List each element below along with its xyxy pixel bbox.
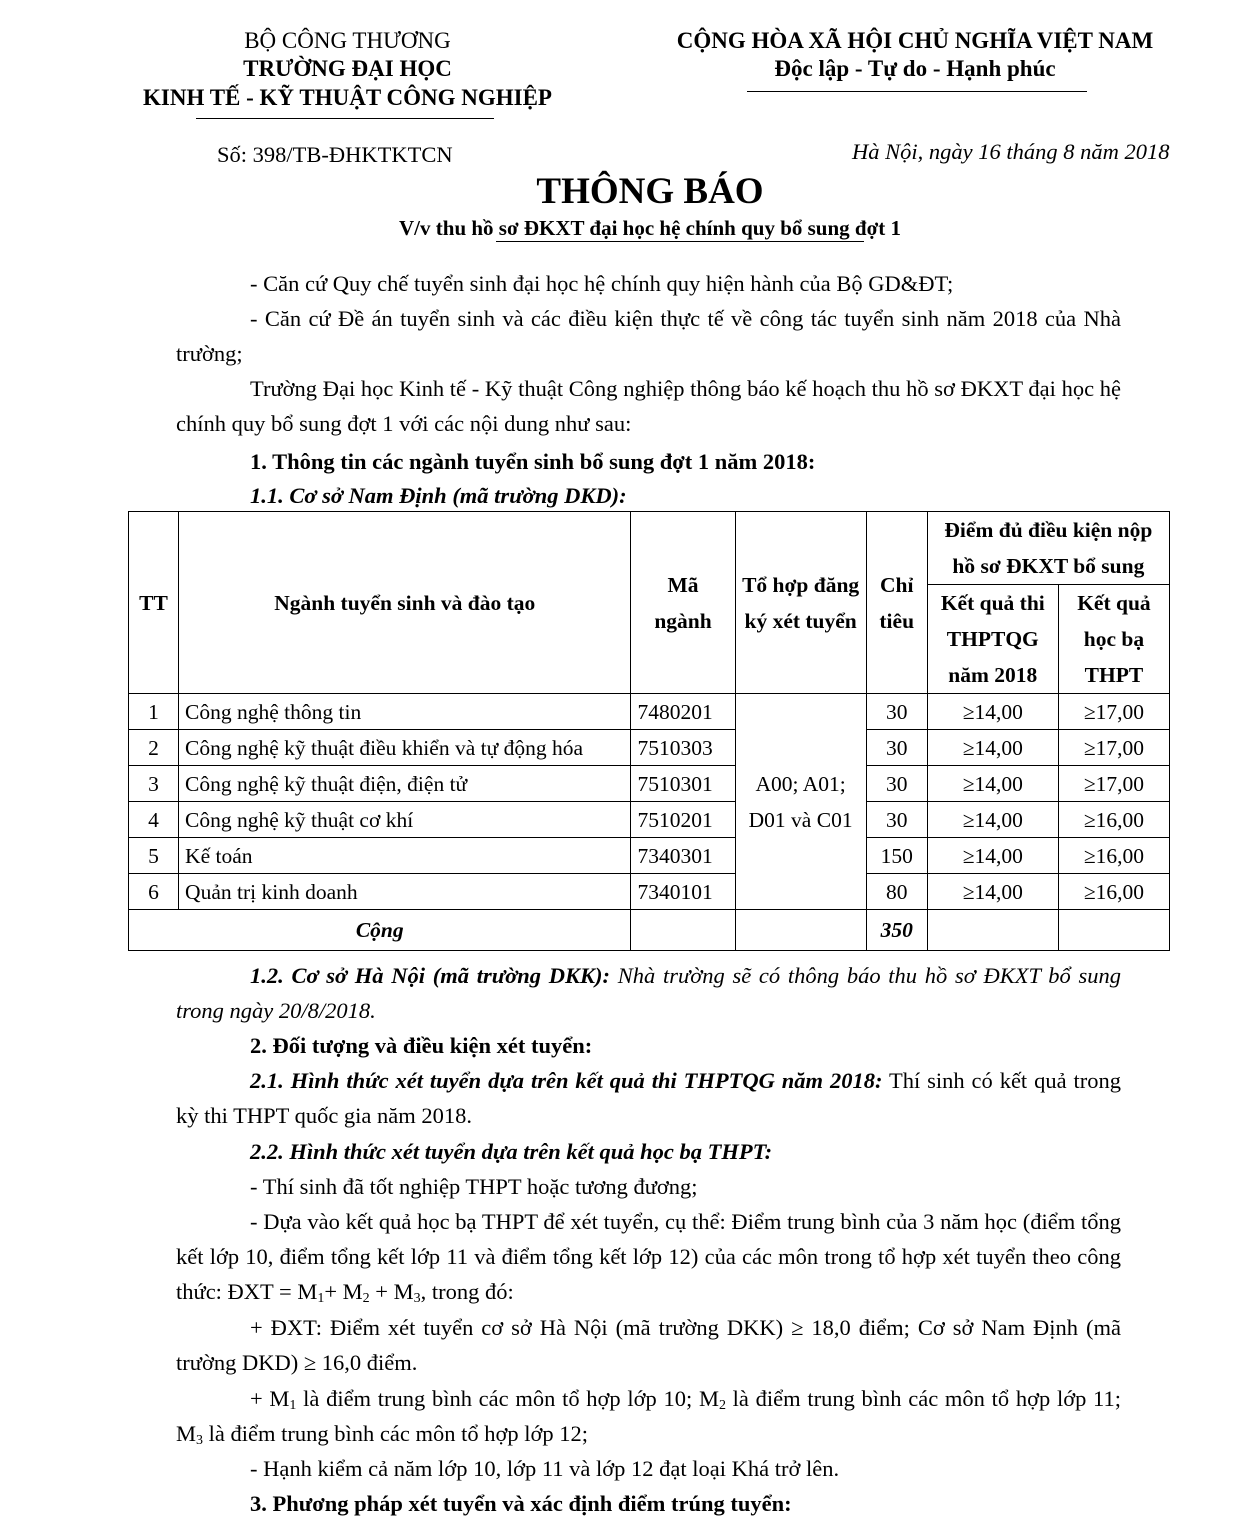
row-record-score: ≥16,00: [1058, 802, 1169, 838]
row-code: 7510303: [631, 730, 735, 766]
row-exam-score: ≥14,00: [927, 730, 1058, 766]
formula-plus-2: + M: [369, 1279, 414, 1304]
school-name-line2: KINH TẾ - KỸ THUẬT CÔNG NGHIỆP: [143, 85, 552, 110]
row-quota: 30: [866, 730, 927, 766]
section-3-heading: 3. Phương pháp xét tuyển và xác định điểm trúng tuyển:: [250, 1491, 792, 1516]
row-major: Công nghệ kỹ thuật điều khiển và tự động hóa: [179, 730, 631, 766]
row-tt: 1: [129, 694, 179, 730]
row-tt: 4: [129, 802, 179, 838]
section-2-1-label: 2.1. Hình thức xét tuyển dựa trên kết quả thi THPTQG năm 2018:: [250, 1068, 883, 1093]
section-2-1-paragraph: [176, 1063, 1121, 1133]
intro-basis-1: - Căn cứ Quy chế tuyển sinh đại học hệ chính quy hiện hành của Bộ GD&ĐT;: [250, 271, 954, 296]
school-name-line1: TRƯỜNG ĐẠI HỌC: [243, 56, 452, 81]
document-subtitle: V/v thu hồ sơ ĐKXT đại học hệ chính quy bổ sung đợt 1: [399, 216, 901, 240]
row-record-score: ≥16,00: [1058, 874, 1169, 910]
header-record-score: Kết quả học bạ THPT: [1058, 585, 1169, 694]
section-2-1-text: Thí sinh có kết quả trong kỳ thi THPT quốc gia năm 2018.: [176, 1068, 1121, 1128]
header-exam-score: Kết quả thi THPTQG năm 2018: [927, 585, 1058, 694]
table-total-row: [129, 910, 1170, 951]
row-tt: 6: [129, 874, 179, 910]
section-1-heading: 1. Thông tin các ngành tuyển sinh bổ sung đợt 1 năm 2018:: [250, 449, 816, 474]
row-record-score: ≥16,00: [1058, 838, 1169, 874]
section-1-1-heading: 1.1. Cơ sở Nam Định (mã trường DKD):: [250, 483, 627, 508]
formula-sub-3: 3: [413, 1291, 421, 1306]
header-right-divider: [747, 91, 1087, 92]
ministry-name: BỘ CÔNG THƯƠNG: [244, 28, 451, 53]
m-def-a: + M: [250, 1386, 290, 1411]
admission-table: [128, 511, 1170, 951]
total-empty-cell: [735, 910, 866, 951]
formula-sub-2: 2: [362, 1291, 370, 1306]
formula-intro: - Dựa vào kết quả học bạ THPT để xét tuyển, cụ thể: Điểm trung bình của 3 năm học (điểm tổng kết lớp 10, điểm tổng kết lớp 11 và điểm tổng kết lớp 12) của các môn trong tổ hợp xét tuyển theo công thức: ĐXT = M: [176, 1209, 1121, 1304]
document-date: Hà Nội, ngày 16 tháng 8 năm 2018: [852, 139, 1170, 164]
total-label: Cộng: [129, 910, 631, 951]
m-sub-1: 1: [289, 1398, 297, 1413]
header-tt: TT: [129, 512, 179, 694]
row-code: 7340301: [631, 838, 735, 874]
total-empty-cell: [1058, 910, 1169, 951]
m-sub-3: 3: [196, 1433, 204, 1448]
section-2-2-bullet-2: [176, 1204, 1121, 1309]
m-def-d: là điểm trung bình các môn tổ hợp lớp 12;: [203, 1421, 588, 1446]
row-exam-score: ≥14,00: [927, 838, 1058, 874]
row-record-score: ≥17,00: [1058, 730, 1169, 766]
m-sub-2: 2: [718, 1398, 726, 1413]
national-motto: Độc lập - Tự do - Hạnh phúc: [774, 56, 1056, 81]
table-row: [129, 874, 1170, 910]
header-major: Ngành tuyển sinh và đào tạo: [179, 512, 631, 694]
header-quota: Chỉ tiêu: [866, 512, 927, 694]
table-row: [129, 802, 1170, 838]
total-quota: 350: [866, 910, 927, 951]
row-tt: 5: [129, 838, 179, 874]
row-tt: 2: [129, 730, 179, 766]
row-exam-score: ≥14,00: [927, 802, 1058, 838]
row-major: Kế toán: [179, 838, 631, 874]
row-exam-score: ≥14,00: [927, 766, 1058, 802]
table-row: [129, 766, 1170, 802]
row-record-score: ≥17,00: [1058, 766, 1169, 802]
section-1-2-label: 1.2. Cơ sở Hà Nội (mã trường DKK):: [250, 963, 610, 988]
row-major: Quản trị kinh doanh: [179, 874, 631, 910]
table-row: [129, 694, 1170, 730]
section-2-2-bullet-3: + ĐXT: Điểm xét tuyển cơ sở Hà Nội (mã trường DKK) ≥ 18,0 điểm; Cơ sở Nam Định (mã trường DKD) ≥ 16,0 điểm.: [176, 1315, 1121, 1375]
total-empty-cell: [631, 910, 735, 951]
row-major: Công nghệ thông tin: [179, 694, 631, 730]
header-left-divider: [196, 118, 494, 119]
total-empty-cell: [927, 910, 1058, 951]
section-2-2-bullet-1: - Thí sinh đã tốt nghiệp THPT hoặc tương đương;: [250, 1174, 698, 1199]
row-quota: 150: [866, 838, 927, 874]
row-record-score: ≥17,00: [1058, 694, 1169, 730]
formula-plus-1: + M: [324, 1279, 363, 1304]
section-2-2-heading: 2.2. Hình thức xét tuyển dựa trên kết quả học bạ THPT:: [250, 1139, 773, 1164]
subtitle-underline: [496, 241, 864, 242]
m-def-c: là điểm trung bình các môn tổ hợp lớp 11; M: [176, 1386, 1121, 1446]
row-code: 7510201: [631, 802, 735, 838]
formula-end: , trong đó:: [420, 1279, 514, 1304]
section-2-2-bullet-5: - Hạnh kiểm cả năm lớp 10, lớp 11 và lớp 12 đạt loại Khá trở lên.: [250, 1456, 840, 1481]
row-exam-score: ≥14,00: [927, 874, 1058, 910]
header-score-group: Điểm đủ điều kiện nộp hồ sơ ĐKXT bổ sung: [927, 512, 1169, 585]
row-code: 7340101: [631, 874, 735, 910]
m-def-b: là điểm trung bình các môn tổ hợp lớp 10; M: [296, 1386, 719, 1411]
document-number: Số: 398/TB-ĐHKTKTCN: [217, 142, 453, 167]
row-code: 7480201: [631, 694, 735, 730]
country-name: CỘNG HÒA XÃ HỘI CHỦ NGHĨA VIỆT NAM: [676, 28, 1154, 53]
row-major: Công nghệ kỹ thuật cơ khí: [179, 802, 631, 838]
row-quota: 30: [866, 694, 927, 730]
section-1-2-text: Nhà trường sẽ có thông báo thu hồ sơ ĐKXT bổ sung trong ngày 20/8/2018.: [176, 963, 1121, 1023]
section-2-2-bullet-4: [176, 1381, 1121, 1451]
formula-sub-1: 1: [317, 1291, 325, 1306]
row-exam-score: ≥14,00: [927, 694, 1058, 730]
document-title: THÔNG BÁO: [536, 171, 764, 212]
row-quota: 30: [866, 802, 927, 838]
header-code: Mã ngành: [631, 512, 735, 694]
section-2-heading: 2. Đối tượng và điều kiện xét tuyển:: [250, 1033, 593, 1058]
row-tt: 3: [129, 766, 179, 802]
header-combination: Tổ hợp đăng ký xét tuyển: [735, 512, 866, 694]
section-1-2-paragraph: [176, 958, 1121, 1028]
row-quota: 30: [866, 766, 927, 802]
intro-basis-2: - Căn cứ Đề án tuyển sinh và các điều kiện thực tế về công tác tuyển sinh năm 2018 của Nhà trường;: [176, 306, 1121, 366]
table-row: [129, 838, 1170, 874]
row-code: 7510301: [631, 766, 735, 802]
table-row: [129, 730, 1170, 766]
row-major: Công nghệ kỹ thuật điện, điện tử: [179, 766, 631, 802]
intro-announcement: Trường Đại học Kinh tế - Kỹ thuật Công nghiệp thông báo kế hoạch thu hồ sơ ĐKXT đại học hệ chính quy bổ sung đợt 1 với các nội dung như sau:: [176, 376, 1121, 436]
row-combination: A00; A01; D01 và C01: [735, 694, 866, 910]
row-quota: 80: [866, 874, 927, 910]
